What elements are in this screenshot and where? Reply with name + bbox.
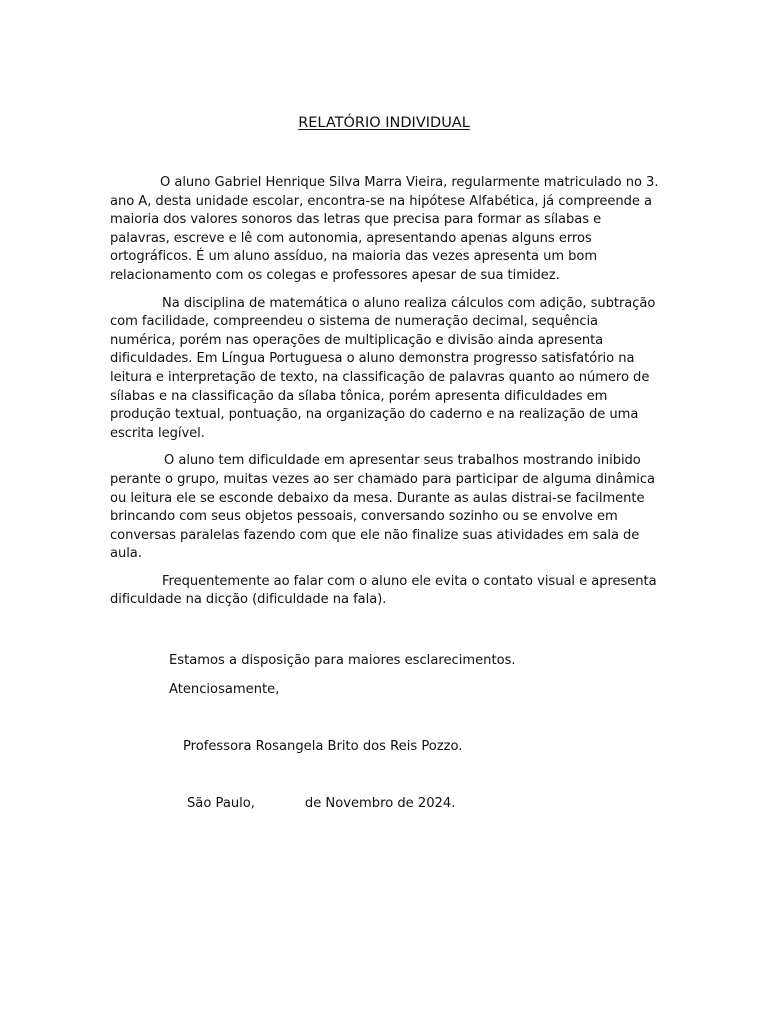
closing-line: Estamos a disposição para maiores esclarecimentos. [169,653,516,668]
paragraph-behavior: O aluno tem dificuldade em apresentar seus trabalhos mostrando inibido perante o grupo, muitas vezes ao ser chamado para participar de alguma dinâmica ou leitura ele se esconde debaixo da mesa. Durante as aulas distrai-se facilmente brincando com seus objetos pessoais, conversando sozinho ou se envolve em conversas paralelas fazendo com que ele não finalize suas atividades em sala de aula. [110,453,655,562]
salutation-line: Atenciosamente, [169,682,280,697]
paragraph-speech: Frequentemente ao falar com o aluno ele evita o contato visual e apresenta dificuldade na dicção (dificuldade na fala). [110,573,657,608]
paragraph-student-profile: O aluno Gabriel Henrique Silva Marra Vieira, regularmente matriculado no 3. ano A, desta unidade escolar, encontra-se na hipótese Alfabética, já compreende a maioria dos valores sonoros das letras que precisa para formar as sílabas e palavras, escreve e lê com autonomia, apresentando apenas alguns erros ortográficos. É um aluno assíduo, na maioria das vezes apresenta um bom relacionamento com os colegas e professores apesar de sua timidez. [110,175,659,283]
date-line: São Paulo, de Novembro de 2024. [187,796,456,811]
document-title: RELATÓRIO INDIVIDUAL [298,115,470,131]
signature-line: Professora Rosangela Brito dos Reis Pozzo. [183,739,463,754]
report-body [110,174,662,619]
paragraph-academic-performance: Na disciplina de matemática o aluno realiza cálculos com adição, subtração com facilidade, compreendeu o sistema de numeração decimal, sequência numérica, porém nas operações de multiplicação e divisão ainda apresenta dificuldades. Em Língua Portuguesa o aluno demonstra progresso satisfatório na leitura e interpretação de texto, na classificação de palavras quanto ao número de sílabas e na classificação da sílaba tônica, porém apresenta dificuldades em produção textual, pontuação, na organização do caderno e na realização de uma escrita legível. [110,295,656,441]
